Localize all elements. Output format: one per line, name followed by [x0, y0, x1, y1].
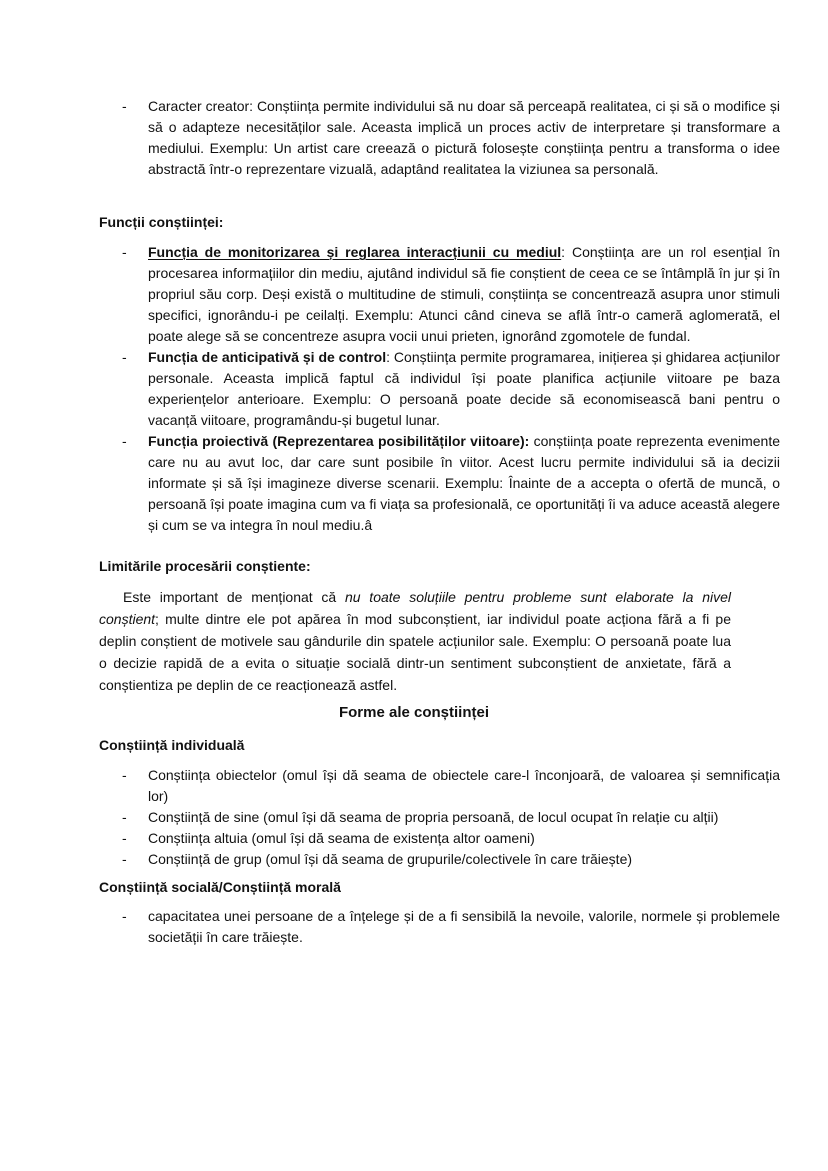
functions-list: [0, 242, 780, 536]
list-item: [100, 828, 780, 849]
list-item-text: Conștiința altuia (omul își dă seama de existența altor oameni): [148, 830, 535, 846]
function-text: : Conștiința are un rol esențial în procesarea informațiilor din mediu, ajutând individul să fie conștient de ceea ce se întâmplă în jur și în propriul său corp. Deși există o multitudine de stimuli, conștiința se concentrează asupra unor stimuli specifici, ignorându-i pe ceilalți. Exemplu: Atunci când cineva se află într-o cameră aglomerată, el poate alege să se concentreze asupra vocii unui prieten, ignorând zgomotele de fundal.: [148, 244, 781, 344]
list-item-text: Caracter creator: Conștiința permite individului să nu doar să perceapă realitatea, ci și să o modifice și să o adapteze necesităților sale. Aceasta implică un proces activ de interpretare și transformare a mediului. Exemplu: Un artist care creează o pictură folosește conștiința pentru a transforma o idee abstractă într-o reprezentare vizuală, adaptând realitatea la viziunea sa personală.: [148, 98, 780, 177]
dash-marker: -: [122, 809, 127, 825]
forms-title: Forme ale conștiinței: [338, 704, 490, 721]
dash-marker: -: [122, 767, 127, 783]
function-title: Funcția proiectivă (Reprezentarea posibilităților viitoare):: [148, 433, 530, 449]
list-item: [100, 906, 780, 948]
limits-paragraph: [99, 586, 731, 696]
section-heading-individual: Conștiință individuală: [99, 737, 245, 753]
paragraph-text: ; multe dintre ele pot apărea în mod subconștient, iar individul poate acționa fără a fi pe deplin conștient de motivele sau gândurile din spatele acțiunilor sale. Exemplu: O persoană poate lua o decizie rapidă de a evita o situație socială dintr-un sentiment subconștient de anxietate, fără a conștientiza pe deplin de ce reacționează astfel.: [99, 611, 731, 693]
dash-marker: -: [122, 98, 127, 114]
intro-list: [0, 96, 780, 180]
list-item: [100, 849, 780, 870]
dash-marker: -: [122, 433, 127, 449]
dash-marker: -: [122, 349, 127, 365]
dash-marker: -: [122, 244, 127, 260]
paragraph-text: Este important de menționat că: [123, 589, 345, 605]
section-heading-functions: Funcții conștiinței:: [99, 214, 224, 230]
function-title: Funcția de anticipativă și de control: [148, 349, 387, 365]
list-item-text: Conștiință de grup (omul își dă seama de grupurile/colectivele în care trăiește): [148, 851, 633, 867]
function-title: Funcția de monitorizarea și reglarea interacțiunii cu mediul: [148, 244, 562, 260]
list-item-text: capacitatea unei persoane de a înțelege și de a fi sensibilă la nevoile, valorile, normele și problemele societății în care trăiește.: [148, 908, 780, 945]
list-item: [100, 807, 780, 828]
list-item: [100, 96, 780, 180]
section-heading-limits: Limitările procesării conștiente:: [99, 558, 311, 574]
individual-list: [0, 765, 780, 870]
list-item: [100, 765, 780, 807]
list-item: [100, 242, 780, 347]
paragraph-italic-text: nu toate soluțiile pentru probleme sunt elaborate la nivel conștient: [99, 589, 731, 627]
list-item: [100, 347, 780, 431]
dash-marker: -: [122, 851, 127, 867]
section-heading-social: Conștiință socială/Conștiință morală: [99, 879, 341, 895]
function-text: : Conștiința permite programarea, inițierea și ghidarea acțiunilor personale. Aceasta implică faptul că individul își poate planifica acțiunile viitoare pe baza experiențelor anterioare. Exemplu: O persoană poate decide să economisească bani pentru o vacanță viitoare, programându-și bugetul lunar.: [148, 349, 780, 428]
dash-marker: -: [122, 830, 127, 846]
social-list: [0, 906, 780, 948]
list-item: [100, 431, 780, 536]
function-text: conștiința poate reprezenta evenimente care nu au avut loc, dar care sunt posibile în viitor. Acest lucru permite individului să ia decizii informate și să își imagineze diverse scenarii. Exemplu: Înainte de a accepta o ofertă de muncă, o persoană își poate imagina cum va fi viața sa profesională, ce oportunități îi va aduce această alegere și cum se va integra în noul mediu.â: [148, 433, 780, 533]
list-item-text: Conștiința obiectelor (omul își dă seama de obiectele care-l înconjoară, de valoarea și semnificația lor): [148, 767, 780, 804]
list-item-text: Conștiință de sine (omul își dă seama de propria persoană, de locul ocupat în relație cu alții): [148, 809, 719, 825]
dash-marker: -: [122, 908, 127, 924]
